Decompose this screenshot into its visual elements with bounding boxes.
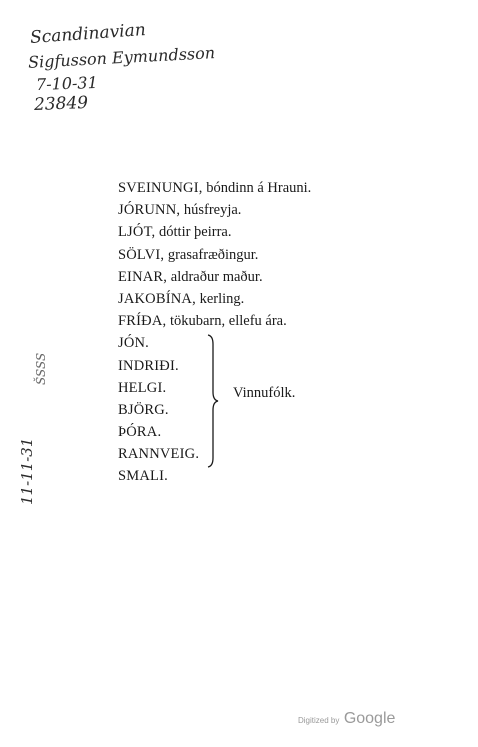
handwritten-side-mark: ŠSSS [34, 352, 48, 385]
cast-item: FRÍÐA, tökubarn, ellefu ára. [118, 313, 287, 330]
servant-item: RANNVEIG. [118, 446, 200, 463]
cast-item: SÖLVI, grasafræðingur. [118, 246, 259, 263]
digitized-by-google-watermark: Digitized by Google [298, 710, 396, 727]
servant-item: BJÖRG. [118, 401, 169, 418]
cast-item: JAKOBÍNA, kerling. [118, 290, 245, 307]
servant-item: ÞÓRA. [118, 424, 162, 441]
servant-item: SMALI. [118, 468, 168, 485]
handwritten-note-line2: Sigfusson Eymundsson [27, 43, 216, 72]
google-logo: Google [343, 710, 396, 727]
servant-item: JÓN. [118, 335, 150, 352]
handwritten-note-line1: Scandinavian [29, 19, 147, 49]
servants-label: Vinnufólk. [233, 385, 296, 401]
servant-item: INDRIÐI. [118, 357, 179, 374]
cast-item: SVEINUNGI, bóndinn á Hrauni. [118, 180, 312, 196]
handwritten-date: 7-10-31 [35, 72, 99, 95]
cast-item: LJÓT, dóttir þeirra. [118, 224, 232, 241]
cast-item: EINAR, aldraður maður. [118, 268, 263, 285]
handwritten-catalog-number: 23849 [33, 93, 89, 115]
handwritten-side-date: 11-11-31 [18, 437, 36, 505]
cast-item: JÓRUNN, húsfreyja. [118, 202, 242, 219]
servant-item: HELGI. [118, 379, 167, 396]
servants-brace [207, 334, 219, 468]
